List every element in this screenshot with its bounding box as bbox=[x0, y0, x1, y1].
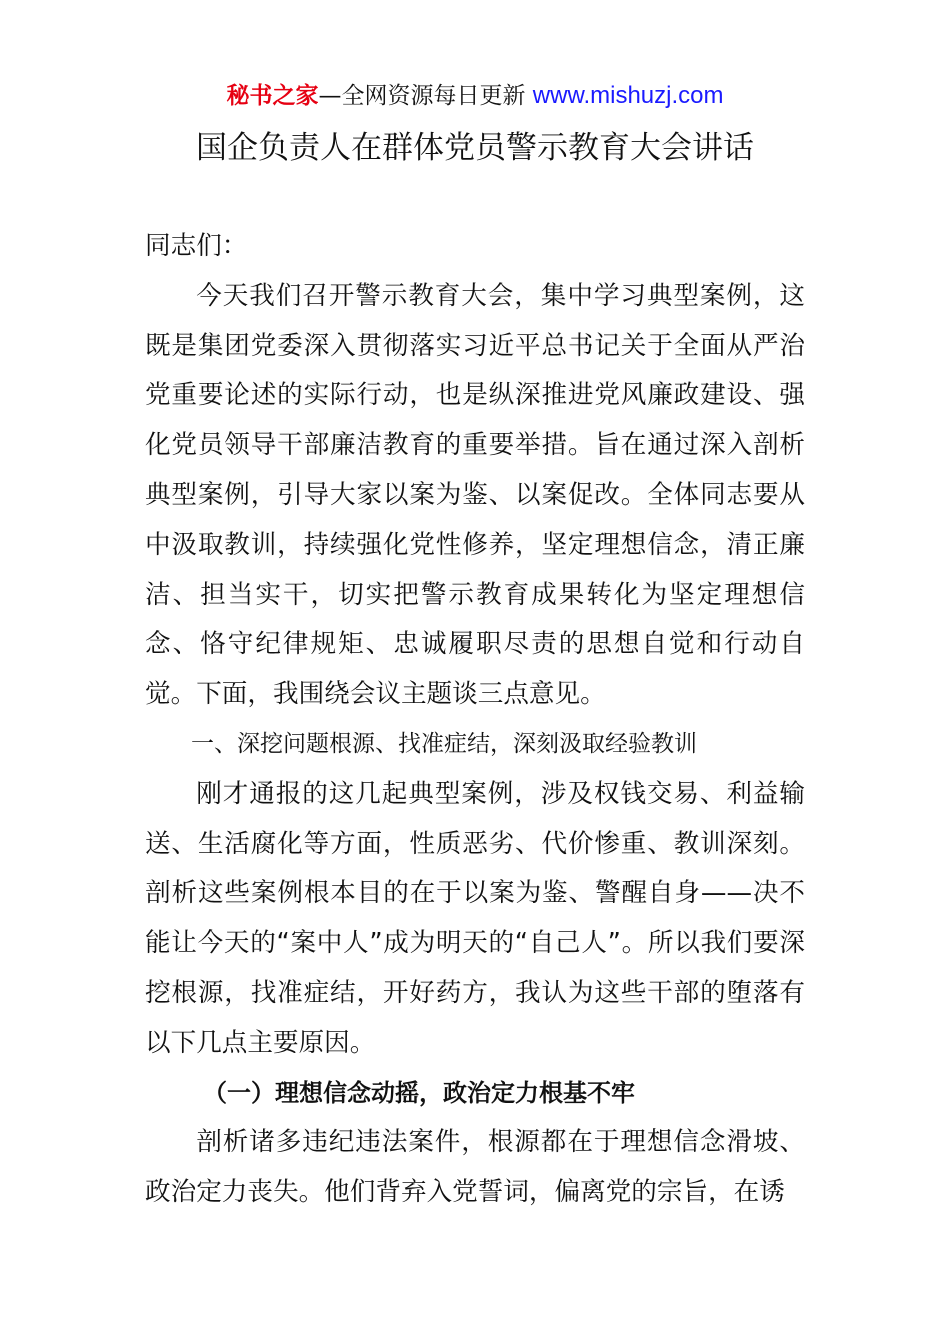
site-tagline: —全网资源每日更新 bbox=[318, 83, 533, 109]
site-brand: 秘书之家 bbox=[226, 83, 319, 109]
subsection-heading-1: （一）理想信念动摇，政治定力根基不牢 bbox=[203, 1078, 635, 1107]
body-paragraph: 剖析诸多违纪违法案件，根源都在于理想信念滑坡、政治定力丧失。他们背弃入党誓词，偏离党的宗旨，在诱 bbox=[145, 1127, 805, 1208]
document-title: 国企负责人在群体党员警示教育大会讲话 bbox=[196, 130, 754, 166]
document-body bbox=[145, 222, 805, 1218]
salutation: 同志们： bbox=[145, 231, 248, 261]
site-header bbox=[0, 80, 950, 112]
body-paragraph: 刚才通报的这几起典型案例，涉及权钱交易、利益输送、生活腐化等方面，性质恶劣、代价惨重、教训深刻。剖析这些案例根本目的在于以案为鉴、警醒自身——决不能让今天的“案中人”成为明天的“自己人”。所以我们要深挖根源，找准症结，开好药方，我认为这些干部的堕落有以下几点主要原因。 bbox=[145, 778, 805, 1058]
section-heading-1: 一、深挖问题根源、找准症结，深刻汲取经验教训 bbox=[191, 730, 697, 757]
intro-paragraph: 今天我们召开警示教育大会，集中学习典型案例，这既是集团党委深入贯彻落实习近平总书记关于全面从严治党重要论述的实际行动，也是纵深推进党风廉政建设、强化党员领导干部廉洁教育的重要举措。旨在通过深入剖析典型案例，引导大家以案为鉴、以案促改。全体同志要从中汲取教训，持续强化党性修养，坚定理想信念，清正廉洁、担当实干，切实把警示教育成果转化为坚定理想信念、恪守纪律规矩、忠诚履职尽责的思想自觉和行动自觉。下面，我围绕会议主题谈三点意见。 bbox=[145, 280, 805, 710]
site-url-link[interactable]: www.mishuzj.com bbox=[532, 82, 724, 109]
